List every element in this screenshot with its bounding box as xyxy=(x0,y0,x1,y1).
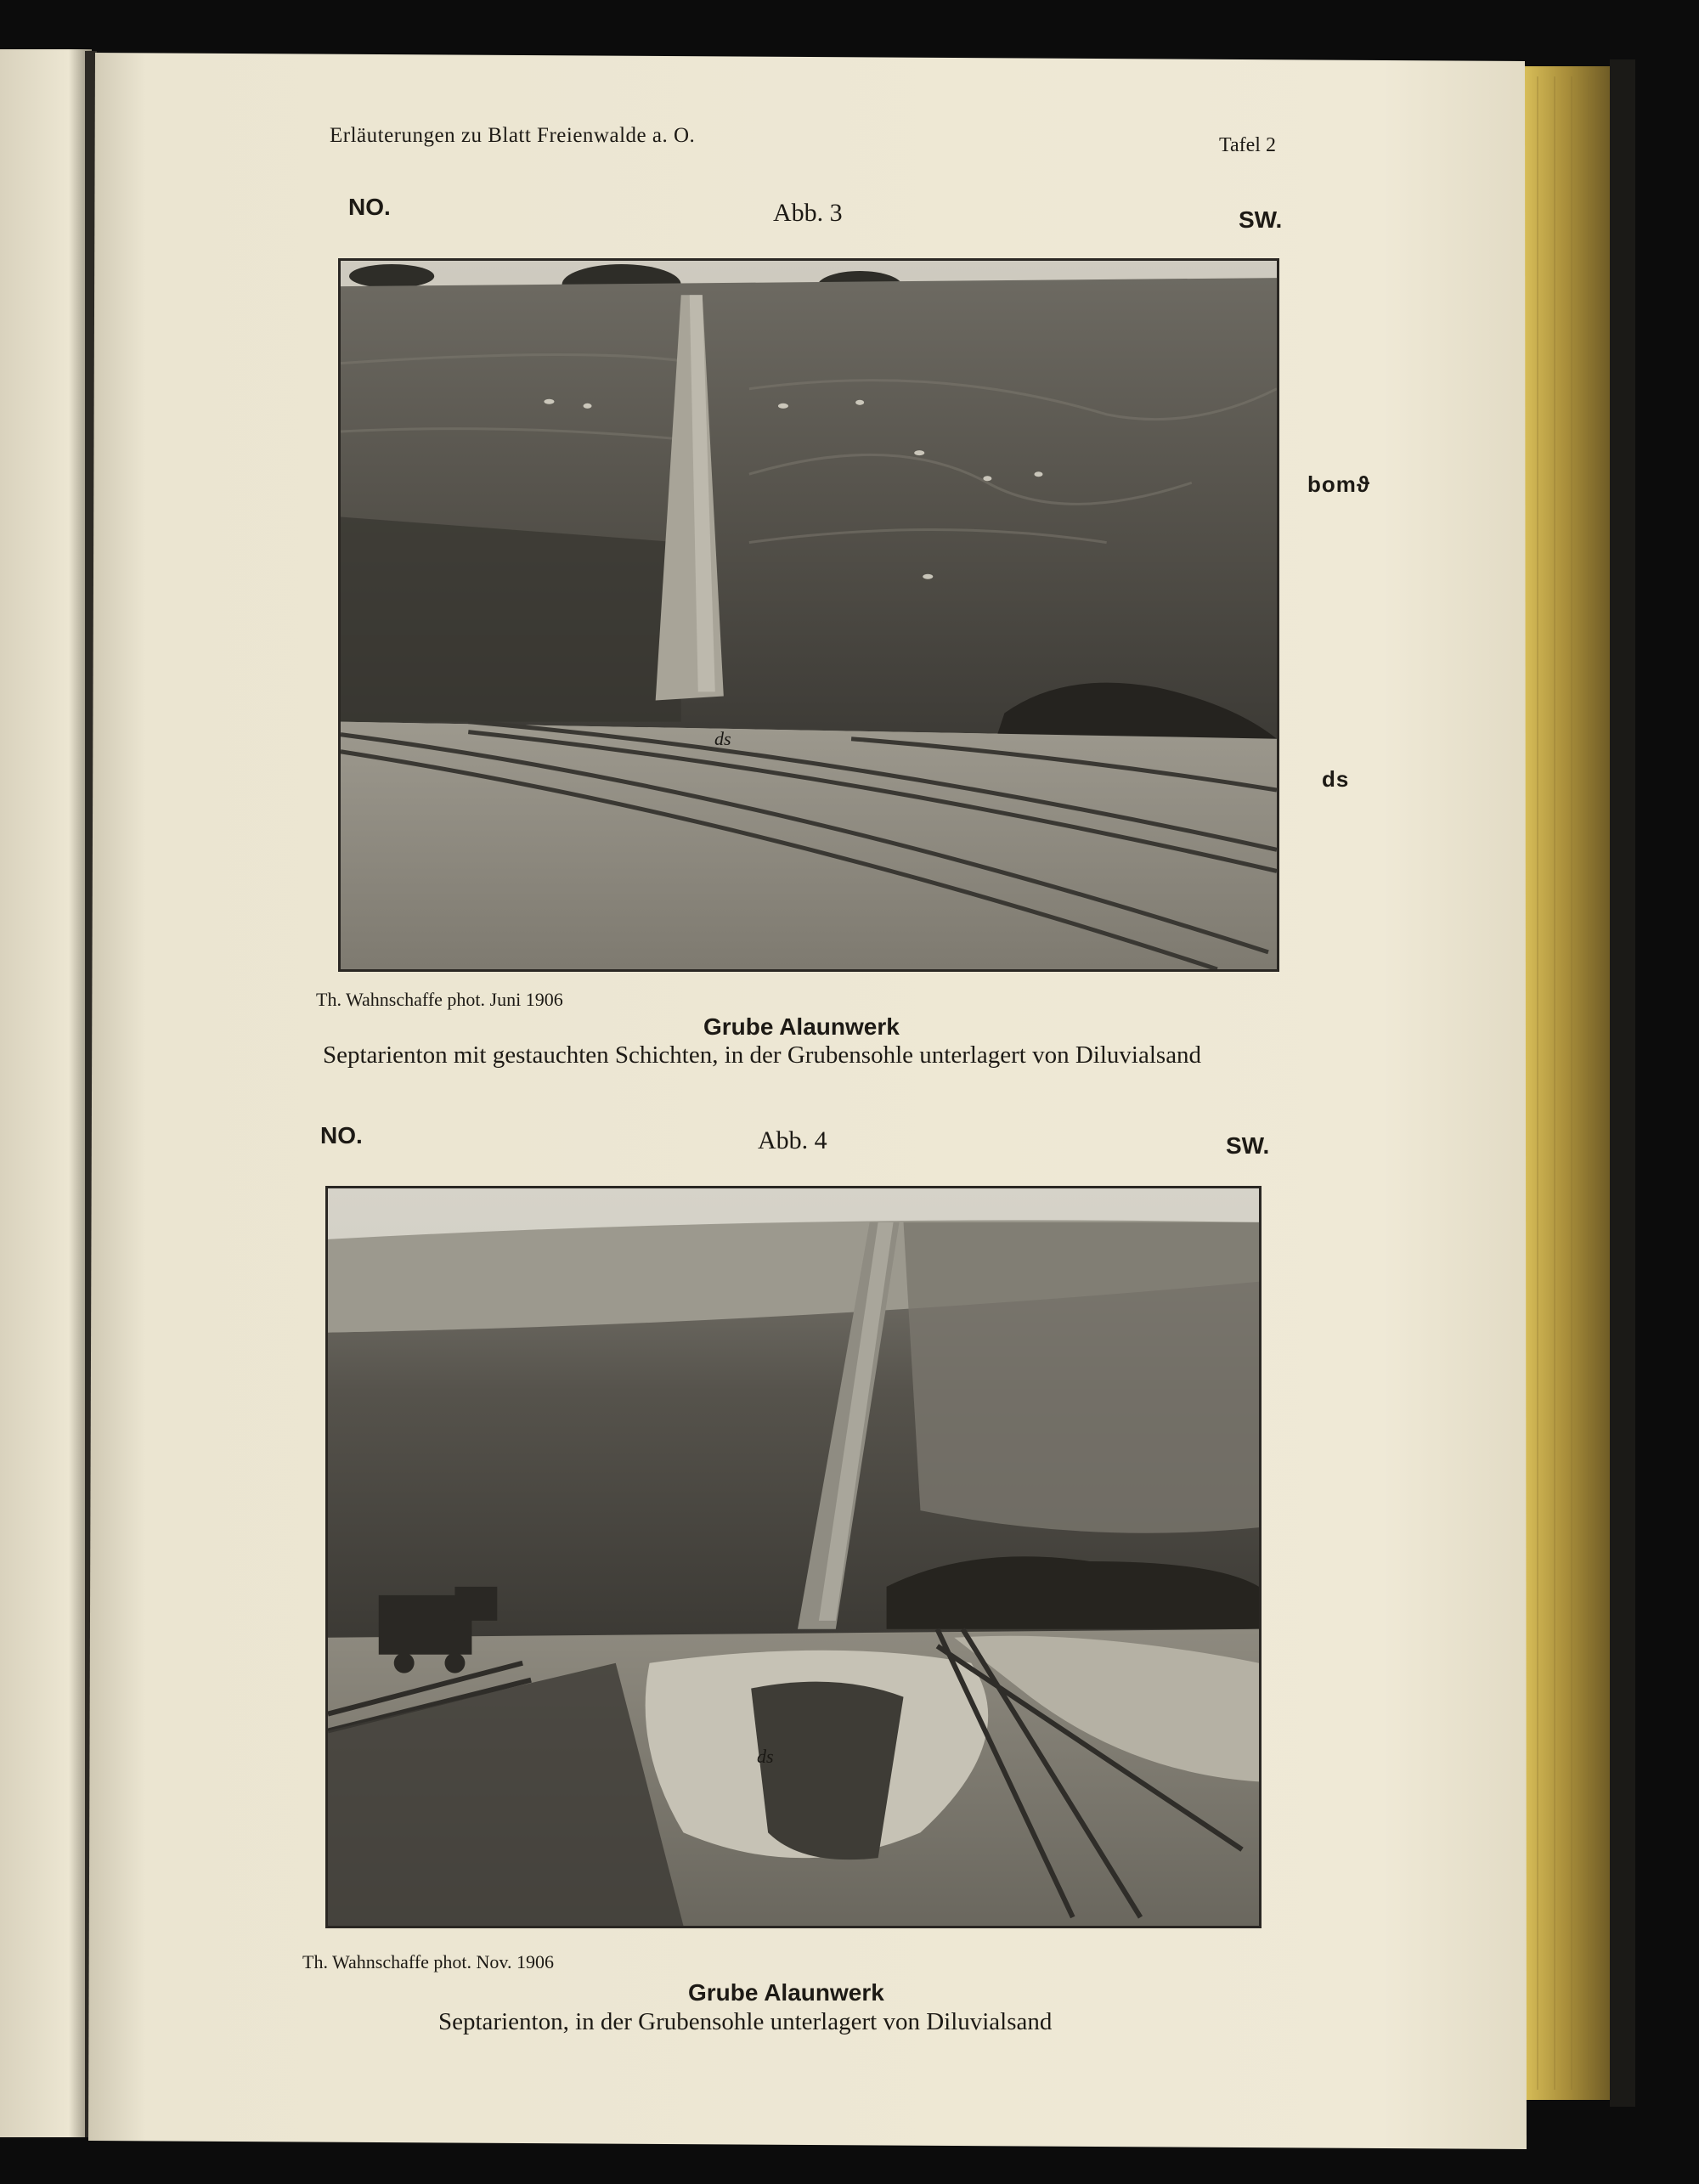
running-header: Erläuterungen zu Blatt Freienwalde a. O. xyxy=(330,124,696,147)
photo-abb-4 xyxy=(325,1186,1262,1928)
plate-title-1: Grube Alaunwerk xyxy=(703,1013,900,1040)
book-cover-edge xyxy=(1610,59,1635,2107)
photo-abb-3 xyxy=(338,258,1279,972)
direction-right-1: SW. xyxy=(1239,206,1283,233)
direction-right-2: SW. xyxy=(1226,1132,1270,1159)
plate-caption-1: Septarienton mit gestauchten Schichten, in der Grubensohle unterlagert von Diluvialsand xyxy=(323,1041,1202,1069)
direction-left-1: NO. xyxy=(348,194,391,220)
photo-credit-2: Th. Wahnschaffe phot. Nov. 1906 xyxy=(302,1951,554,1972)
plate-caption-2: Septarienton, in der Grubensohle unterlagert von Diluvialsand xyxy=(438,2008,1053,2035)
plate-number: Tafel 2 xyxy=(1219,134,1276,156)
margin-label-bom: bomϑ xyxy=(1307,471,1371,497)
plate-title-2: Grube Alaunwerk xyxy=(688,1979,884,2006)
direction-left-2: NO. xyxy=(320,1122,363,1148)
photo-annotation-1: ds xyxy=(714,728,731,749)
margin-label-ds: ds xyxy=(1322,766,1350,792)
figure-label-2: Abb. 4 xyxy=(758,1126,827,1154)
photo-credit-1: Th. Wahnschaffe phot. Juni 1906 xyxy=(316,989,563,1010)
left-page xyxy=(0,49,92,2137)
photo-annotation-2: ds xyxy=(757,1746,774,1767)
figure-label-1: Abb. 3 xyxy=(773,199,843,227)
